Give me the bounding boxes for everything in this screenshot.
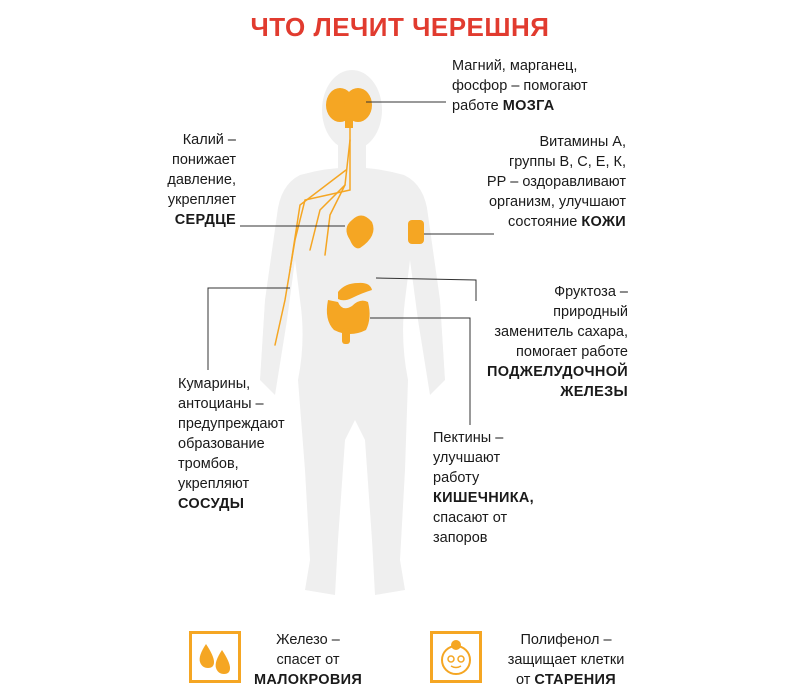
pancreas-callout: Фруктоза – природный заменитель сахара, помогает работе ПОДЖЕЛУДОЧНОЙ ЖЕЛЕЗЫ <box>478 282 628 402</box>
organ-heart-label: СЕРДЦЕ <box>174 212 236 228</box>
iron-tile <box>189 631 241 683</box>
skin-callout: Витамины А, группы В, С, Е, К, РР – оздоравливают организм, улучшают состояние КОЖИ <box>486 134 626 230</box>
organ-pancreas-label-2: ЖЕЛЕЗЫ <box>560 384 628 400</box>
brain-callout: Магний, марганец, фосфор – помогают работе МОЗГА <box>452 58 588 114</box>
skin-icon <box>408 220 424 244</box>
polyphenol-organ-label: СТАРЕНИЯ <box>534 672 616 688</box>
grandmother-icon <box>433 634 479 680</box>
organ-intestine-label: КИШЕЧНИКА, <box>433 490 534 506</box>
intestine-callout: Пектины – улучшают работу КИШЕЧНИКА, спасают от запоров <box>433 430 534 546</box>
organ-brain-label: МОЗГА <box>502 98 555 114</box>
organ-pancreas-label-1: ПОДЖЕЛУДОЧНОЙ <box>487 364 628 380</box>
organ-skin-label: КОЖИ <box>581 214 626 230</box>
organ-vessels-label: СОСУДЫ <box>178 496 245 512</box>
polyphenol-tile <box>430 631 482 683</box>
iron-caption: Железо – спасет от МАЛОКРОВИЯ <box>248 630 368 690</box>
drops-icon <box>192 634 238 680</box>
polyphenol-caption: Полифенол – защищает клетки от СТАРЕНИЯ <box>507 632 625 688</box>
heart-callout: Калий – понижает давление, укрепляет СЕРДЦЕ <box>150 130 236 230</box>
page-title: ЧТО ЛЕЧИТ ЧЕРЕШНЯ <box>250 12 550 42</box>
vessels-callout: Кумарины, антоцианы – предупреждают образование тромбов, укрепляют СОСУДЫ <box>178 376 285 512</box>
iron-organ-label: МАЛОКРОВИЯ <box>253 672 363 688</box>
